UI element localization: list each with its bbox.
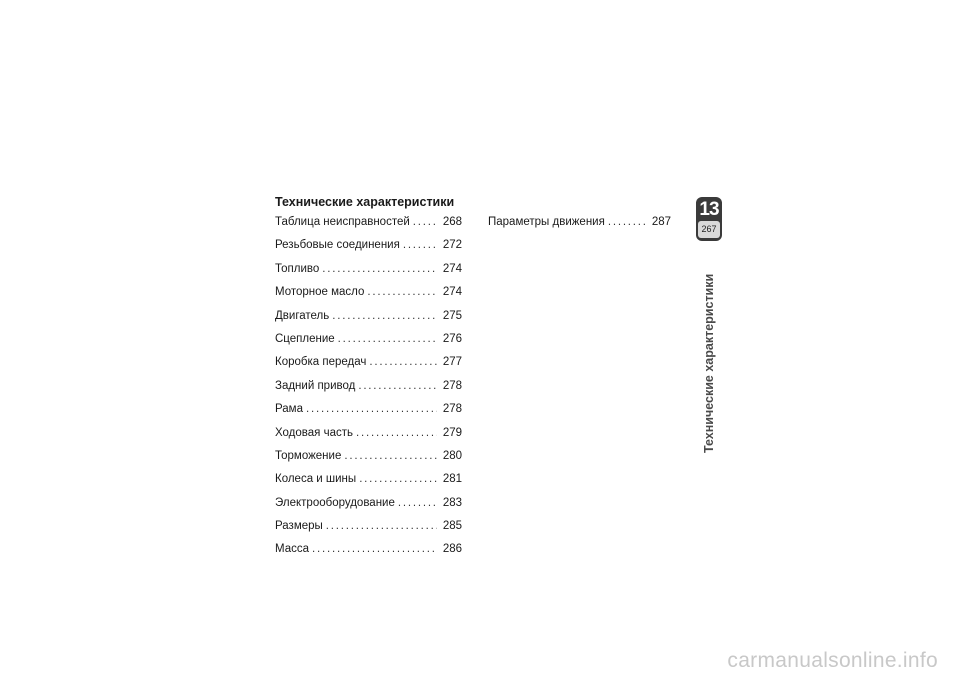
- toc-entry-label: Двигатель: [275, 309, 330, 322]
- toc-dot-leader: [338, 332, 437, 346]
- page-number: 267: [698, 221, 720, 238]
- toc-dot-leader: [367, 285, 436, 299]
- toc-entry[interactable]: [275, 332, 462, 355]
- toc-column-right: [488, 215, 671, 238]
- toc-dot-leader: [413, 215, 437, 229]
- toc-entry-page: 279: [442, 426, 462, 439]
- toc-dot-leader: [358, 379, 436, 393]
- toc-dot-leader: [344, 449, 436, 463]
- toc-entry-page: 281: [442, 473, 462, 486]
- toc-entry[interactable]: [275, 379, 462, 402]
- toc-dot-leader: [312, 542, 437, 556]
- toc-dot-leader: [332, 309, 437, 323]
- toc-dot-leader: [369, 355, 436, 369]
- toc-entry-label: Параметры движения: [488, 216, 605, 228]
- toc-entry-label: Таблица неисправностей: [275, 216, 410, 228]
- toc-entry[interactable]: [275, 285, 462, 308]
- chapter-tab: [696, 197, 722, 241]
- toc-dot-leader: [326, 519, 437, 533]
- toc-entry[interactable]: [275, 519, 462, 542]
- toc-column-left: [275, 215, 462, 566]
- toc-entry-label: Размеры: [275, 520, 323, 533]
- toc-entry-page: 274: [442, 286, 462, 299]
- toc-entry-page: 275: [442, 309, 462, 322]
- toc-entry-label: Ходовая часть: [275, 426, 353, 439]
- chapter-number: 13: [699, 199, 719, 220]
- toc-dot-leader: [359, 472, 437, 486]
- toc-entry-page: 283: [442, 496, 462, 509]
- toc-entry-label: Коробка передач: [275, 356, 367, 369]
- toc-entry-page: 274: [442, 262, 462, 275]
- toc-entry-label: Резьбовые соединения: [275, 239, 400, 252]
- toc-entry-page: 272: [442, 239, 462, 252]
- toc-entry-page: 287: [651, 216, 671, 228]
- section-title: Технические характеристики: [275, 195, 455, 209]
- toc-entry[interactable]: [275, 496, 462, 519]
- toc-entry[interactable]: [275, 472, 462, 495]
- toc-entry[interactable]: [275, 449, 462, 472]
- toc-entry[interactable]: [275, 355, 462, 378]
- toc-entry-label: Рама: [275, 403, 303, 416]
- toc-entry[interactable]: [275, 309, 462, 332]
- toc-entry-label: Топливо: [275, 262, 320, 275]
- toc-entry-page: 286: [442, 543, 462, 556]
- toc-entry-page: 278: [442, 379, 462, 392]
- toc-entry-page: 268: [442, 216, 462, 228]
- toc-dot-leader: [322, 262, 437, 276]
- toc-dot-leader: [403, 238, 437, 252]
- toc-entry[interactable]: [275, 402, 462, 425]
- toc-entry-label: Колеса и шины: [275, 473, 357, 486]
- toc-dot-leader: [398, 496, 437, 510]
- toc-dot-leader: [608, 215, 646, 229]
- watermark: carmanualsonline.info: [727, 649, 938, 672]
- toc-entry[interactable]: [488, 215, 671, 238]
- toc-entry-page: 285: [442, 520, 462, 533]
- toc-entry-page: 280: [442, 449, 462, 462]
- toc-entry[interactable]: [275, 542, 462, 565]
- toc-entry-label: Электрооборудование: [275, 496, 395, 509]
- chapter-side-title: Технические характеристики: [702, 273, 716, 453]
- toc-entry-label: Масса: [275, 543, 310, 556]
- toc-entry-page: 277: [442, 356, 462, 369]
- toc-entry-label: Моторное масло: [275, 286, 365, 299]
- toc-entry[interactable]: [275, 426, 462, 449]
- toc-entry[interactable]: [275, 215, 462, 238]
- toc-entry-page: 278: [442, 403, 462, 416]
- toc-dot-leader: [306, 402, 437, 416]
- toc-entry-label: Торможение: [275, 449, 342, 462]
- toc-entry[interactable]: [275, 238, 462, 261]
- toc-entry-label: Задний привод: [275, 379, 356, 392]
- toc-entry-label: Сцепление: [275, 332, 335, 345]
- toc-entry[interactable]: [275, 262, 462, 285]
- toc-entry-page: 276: [442, 332, 462, 345]
- toc-dot-leader: [356, 426, 437, 440]
